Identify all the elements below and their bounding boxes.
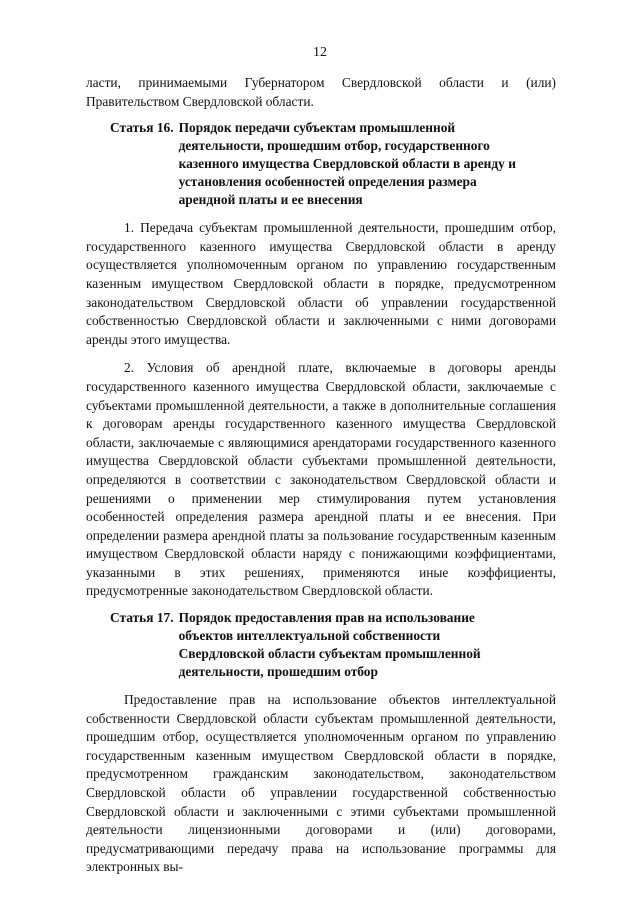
- article-17-paragraph-1: Предоставление прав на использование объектов интеллектуальной собственности Свердловской области субъектам промышленной деятельности, прошедшим отбор, осуществляется уполномоченным органом по управлению государственным казенным имуществом Свердловской области в порядке, предусмотренном гражданским законодательством, законодательством Свердловской области об управлении государственной собственностью Свердловской области и заключенными с этими субъектами промышленной деятельности лицензионными договорами и (или) договорами, предусматривающими передачу права на использование программы для электронных вы-: [86, 692, 556, 875]
- article-17-number: Статья 17.: [110, 610, 174, 626]
- page-content: [86, 74, 556, 877]
- article-17-title: Порядок предоставления прав на использование объектов интеллектуальной собственности Свердловской области субъектам промышленной деятельности, прошедшим отбор: [178, 610, 481, 680]
- article-17-heading: [86, 609, 556, 681]
- article-16-paragraph-1: 1. Передача субъектам промышленной деятельности, прошедшим отбор, государственного казенного имущества Свердловской области в аренду осуществляется уполномоченным органом по управлению государственным казенным имуществом Свердловской области в порядке, предусмотренном законодательством Свердловской области об управлении государственной собственностью Свердловской области и заключенными с ними договорами аренды этого имущества.: [86, 220, 556, 347]
- article-16-paragraph-2: 2. Условия об арендной плате, включаемые в договоры аренды государственного казенного имущества Свердловской области, заключаемые с субъектами промышленной деятельности, а также в дополнительные соглашения к договорам аренды государственного казенного имущества Свердловской области, заключаемые с являющимися арендаторами государственного казенного имущества Свердловской области субъектами промышленной деятельности, определяются в соответствии с законодательством Свердловской области и решениями о применении мер стимулирования путем установления особенностей определения размера арендной платы и ее внесения. При определении размера арендной платы за пользование государственным казенным имуществом Свердловской области наряду с понижающими коэффициентами, указанными в этих решениях, применяются иные коэффициенты, предусмотренные законодательством Свердловской области.: [86, 360, 556, 599]
- article-16-title: Порядок передачи субъектам промышленной деятельности, прошедшим отбор, государственного казенного имущества Свердловской области в аренду и установления особенностей определения размера арендной платы и ее внесения: [178, 120, 516, 208]
- article-16-heading: [86, 119, 556, 209]
- intro-paragraph: ласти, принимаемыми Губернатором Свердловской области и (или) Правительством Свердловской области.: [86, 75, 556, 109]
- article-16-number: Статья 16.: [110, 120, 174, 136]
- page-number: 12: [313, 45, 327, 60]
